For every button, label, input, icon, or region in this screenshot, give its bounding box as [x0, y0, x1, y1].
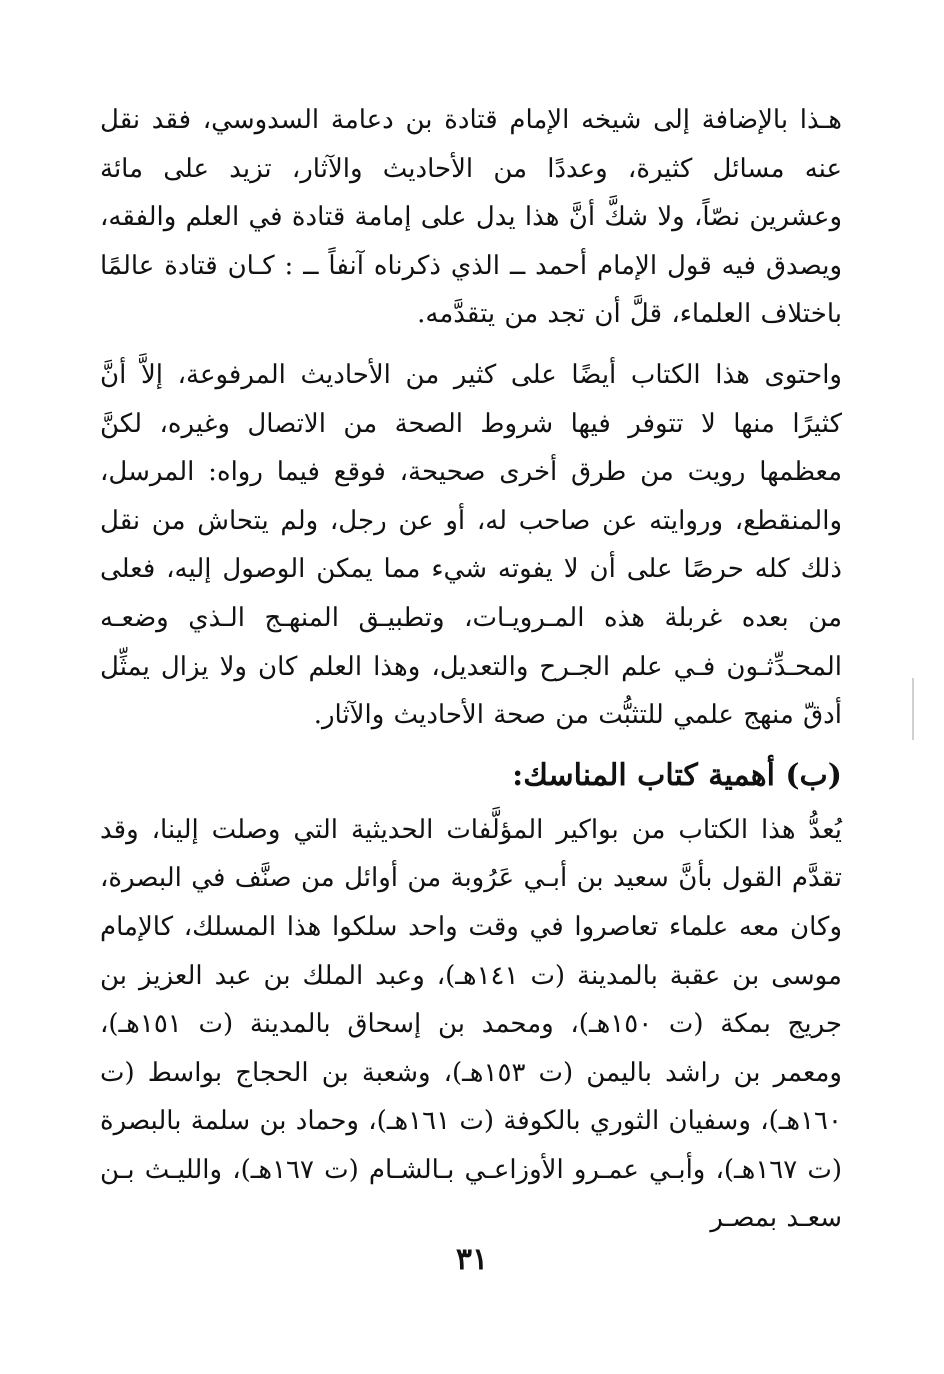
section-heading: (ب) أهمية كتاب المناسك:: [512, 757, 842, 793]
paragraph-marfu-hadith: واحتوى هذا الكتاب أيضًا على كثير من الأحاديث المرفوعة، إلاَّ أنَّ كثيرًا منها لا تتوفر فيها شروط الصحة من الاتصال وغيره، لكنَّ معظمها رويت من طرق أخرى صحيحة، فوقع فيما رواه: المرسل، والمنقطع، وروايته عن صاحب له، أو عن رجل، ولم يتحاش من نقل ذلك كله حرصًا على أن لا يفوته شيء مما يمكن الوصول إليه، فعلى من بعده غربلة هذه المـرويـات، وتطبيـق المنهـج الـذي وضعـه المحـدِّثـون فـي علم الجـرح والتعديل، وهذا العلم كان ولا يزال يمثِّل أدقّ منهج علمي للتثبُّت من صحة الأحاديث والآثار.: [100, 359, 842, 731]
paragraph-book-importance: يُعدُّ هذا الكتاب من بواكير المؤلَّفات الحديثية التي وصلت إلينا، وقد تقدَّم القول بأنَّ سعيد بن أبـي عَرُوبة من أوائل من صنَّف في البصرة، وكان معه علماء تعاصروا في وقت واحد سلكوا هذا المسلك، كالإمام موسى بن عقبة بالمدينة (ت ١٤١هـ)، وعبد الملك بن عبد العزيز بن جريج بمكة (ت ١٥٠هـ)، ومحمد بن إسحاق بالمدينة (ت ١٥١هـ)، ومعمر بن راشد باليمن (ت ١٥٣هـ)، وشعبة بن الحجاج بواسط (ت ١٦٠هـ)، وسفيان الثوري بالكوفة (ت ١٦١هـ)، وحماد بن سلمة بالبصرة (ت ١٦٧هـ)، وأبـي عمـرو الأوزاعـي بـالشـام (ت ١٦٧هـ)، والليـث بـن سعـد بمصـر: [100, 814, 843, 1234]
paragraph-qatada: هـذا بالإضافة إلى شيخه الإمام قتادة بن دعامة السدوسي، فقد نقل عنه مسائل كثيرة، وعددًا من الأحاديث والآثار، تزيد على مائة وعشرين نصّاً، ولا شكَّ أنَّ هذا يدل على إمامة قتادة في العلم والفقه، ويصدق فيه قول الإمام أحمد ــ الذي ذكرناه آنفاً ــ : كـان قتادة عالمًا باختلاف العلماء، قلَّ أن تجد من يتقدَّمه.: [100, 105, 842, 330]
page-number: ٣١: [455, 1242, 489, 1277]
scan-artifact-line: [912, 678, 914, 740]
page-body: [100, 96, 842, 1243]
